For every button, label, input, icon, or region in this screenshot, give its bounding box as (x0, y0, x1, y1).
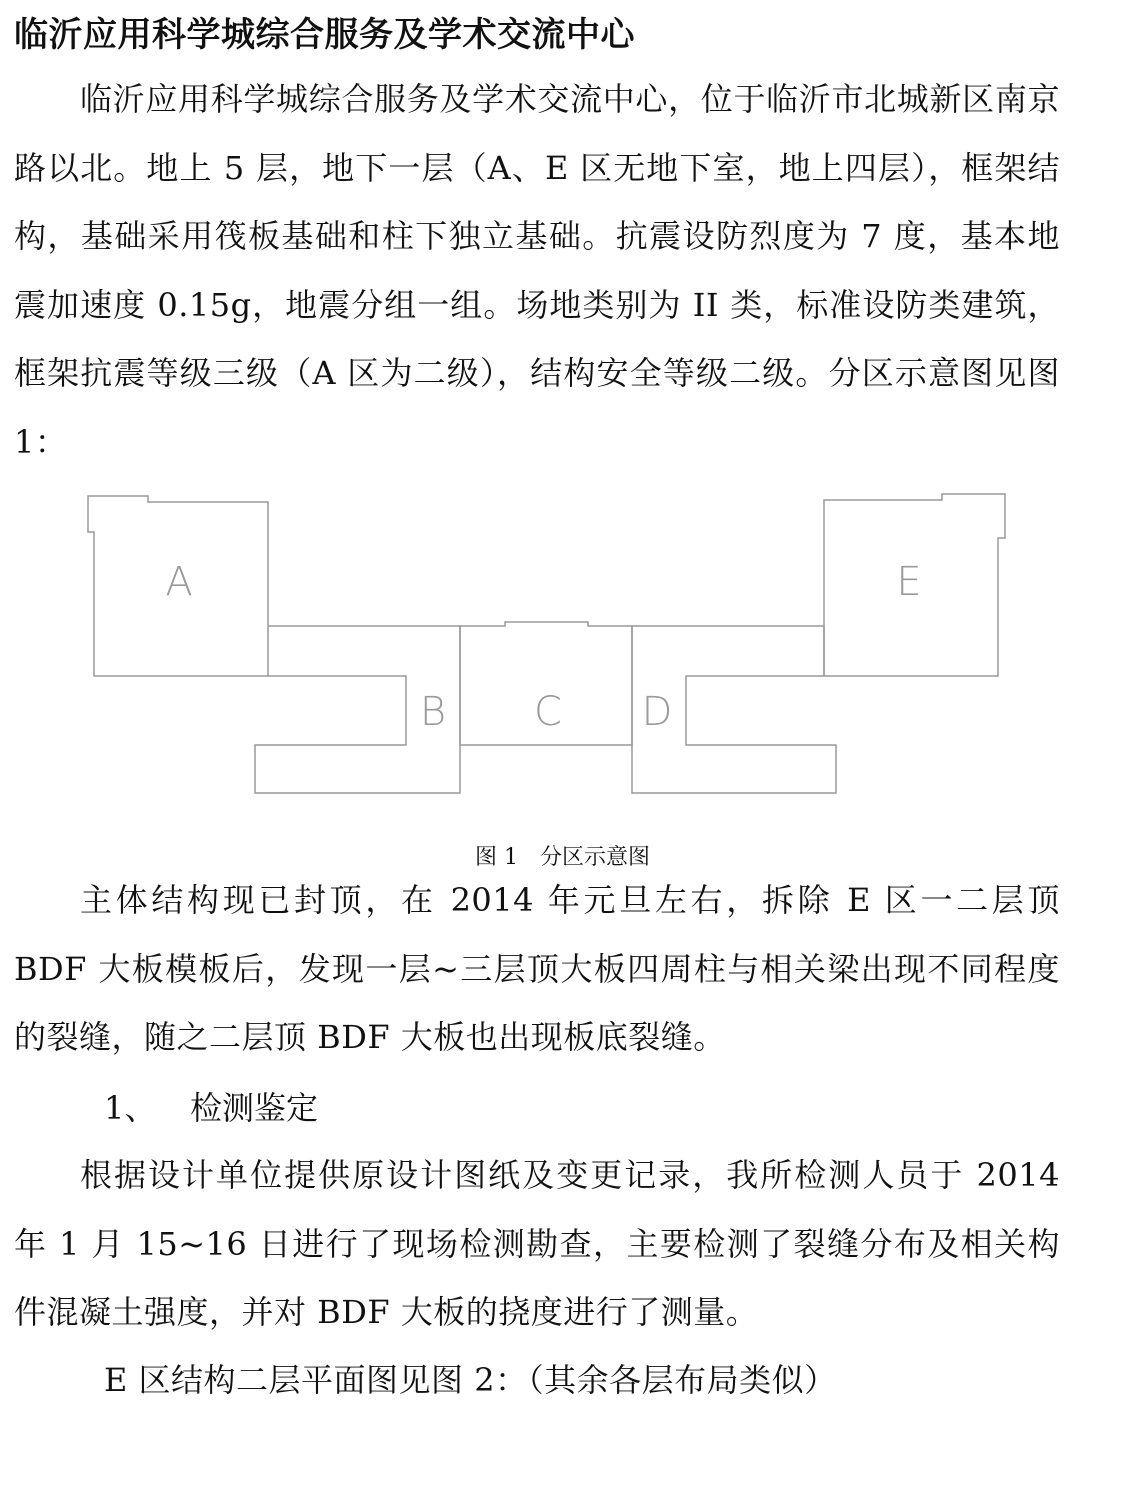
zone-e-label: E (896, 559, 922, 605)
status-paragraph: 主体结构现已封顶，在 2014 年元旦左右，拆除 E 区一二层顶 BDF 大板模板后，发现一层~三层顶大板四周柱与相关梁出现不同程度的裂缝，随之二层顶 BDF 大板也出现板底裂缝。 (14, 881, 1060, 1056)
inspection-paragraph: 根据设计单位提供原设计图纸及变更记录，我所检测人员于 2014 年 1 月 15~16 日进行了现场检测勘查，主要检测了裂缝分布及相关构件混凝土强度，并对 BDF 大板的挠度进行了测量。 (14, 1156, 1060, 1331)
zone-c-label: C (534, 689, 562, 735)
intro-paragraph: 临沂应用科学城综合服务及学术交流中心，位于临沂市北城新区南京路以北。地上 5 层，地下一层（A、E 区无地下室，地上四层），框架结构，基础采用筏板基础和柱下独立基础。抗震设防烈度为 7 度，基本地震加速度 0.15g，地震分组一组。场地类别为 II 类，标准设防类建筑，框架抗震等级三级（A 区为二级），结构安全等级二级。分区示意图见图 1： (14, 80, 1060, 461)
section-title: 检测鉴定 (190, 1089, 319, 1127)
section-number: 1、 (104, 1089, 157, 1127)
zone-a-label: A (165, 559, 193, 605)
section-heading (104, 1074, 318, 1142)
document-title: 临沂应用科学城综合服务及学术交流中心 (14, 15, 635, 55)
zone-d-label: D (641, 689, 673, 735)
zone-layout-diagram (80, 490, 1020, 800)
figure-caption: 图 1 分区示意图 (475, 845, 650, 870)
figure-reference-line: E 区结构二层平面图见图 2：（其余各层布局类似） (104, 1361, 837, 1399)
zone-b-label: B (419, 689, 447, 735)
